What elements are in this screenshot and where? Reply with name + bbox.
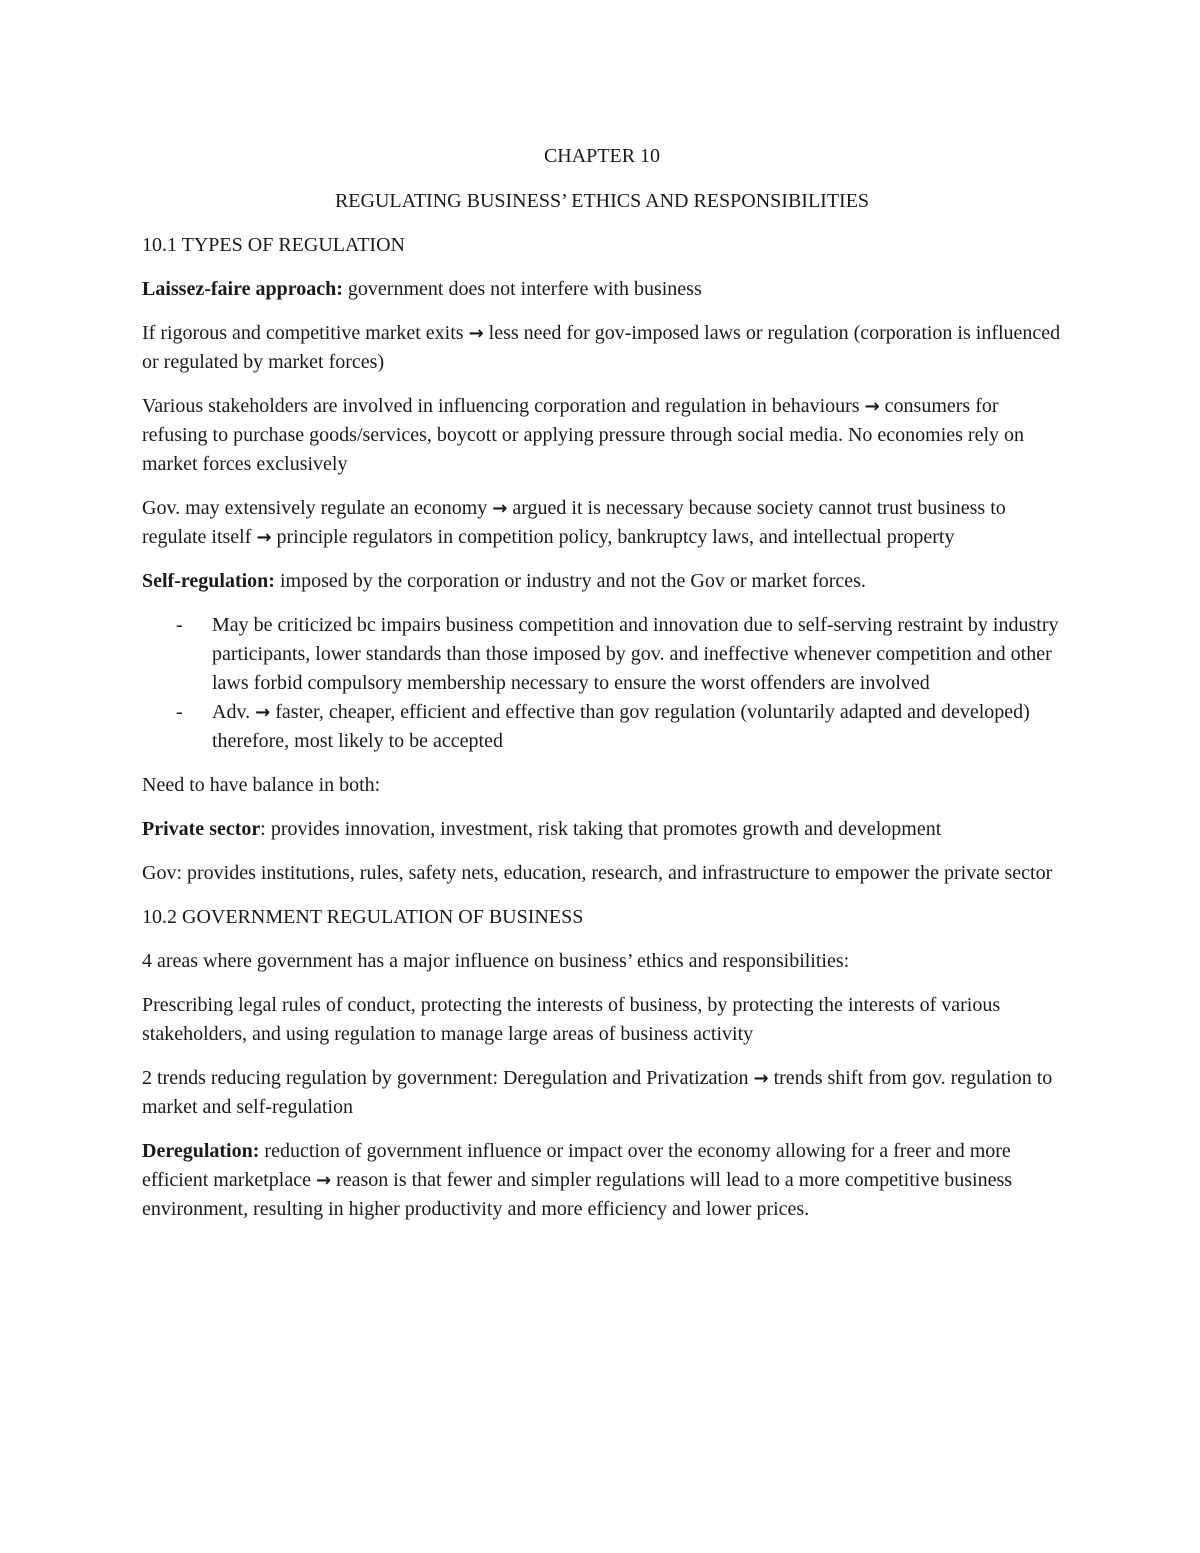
term-self-regulation: Self-regulation: <box>142 570 275 592</box>
text-span: trends shift from gov. regulation to market and self-regulation <box>142 1067 1053 1118</box>
paragraph-legal-rules: Prescribing legal rules of conduct, protecting the interests of business, by protecting the interests of various stakeholders, and using regulation to manage large areas of business activity <box>142 994 1001 1045</box>
list-item-text: faster, cheaper, efficient and effective than gov regulation (voluntarily adapted and developed) therefore, most likely to be accepted <box>212 701 1030 752</box>
arrow-right-icon: → <box>468 323 484 344</box>
paragraph-four-areas: 4 areas where government has a major influence on business’ ethics and responsibilities: <box>142 950 850 972</box>
paragraph-private-sector <box>142 815 1062 844</box>
list-item-text: May be criticized bc impairs business competition and innovation due to self-serving restraint by industry participants, lower standards than those imposed by gov. and ineffective whenever competition and other laws forbid compulsory membership necessary to ensure the worst offenders are involved <box>212 614 1059 694</box>
paragraph-balance: Need to have balance in both: <box>142 774 381 796</box>
list-item-text: Adv. <box>212 701 256 723</box>
text-span: Gov. may extensively regulate an economy <box>142 497 493 519</box>
paragraph-gov-regulate <box>142 494 1062 552</box>
list-dash-marker: - <box>176 701 183 723</box>
list-dash-marker: - <box>176 614 183 636</box>
text-span: reason is that fewer and simpler regulations will lead to a more competitive business environment, resulting in higher productivity and more efficiency and lower prices. <box>142 1169 1013 1220</box>
arrow-right-icon: → <box>753 1068 769 1089</box>
text-span: Various stakeholders are involved in influencing corporation and regulation in behaviours <box>142 395 865 417</box>
list-item <box>142 611 1062 698</box>
text-span: argued it is necessary because society cannot trust business to regulate itself <box>142 497 1006 548</box>
paragraph-competitive-market <box>142 319 1062 377</box>
section-heading-10-1: 10.1 TYPES OF REGULATION <box>142 234 405 256</box>
chapter-number: CHAPTER 10 <box>543 145 661 167</box>
paragraph-stakeholders <box>142 392 1062 479</box>
text-span: principle regulators in competition policy, bankruptcy laws, and intellectual property <box>271 526 955 548</box>
definition-private-sector: : provides innovation, investment, risk taking that promotes growth and development <box>260 818 942 840</box>
arrow-right-icon: → <box>492 498 508 519</box>
document-page <box>142 142 1062 1239</box>
term-laissez-faire: Laissez-faire approach: <box>142 278 343 300</box>
arrow-right-icon: → <box>255 702 271 723</box>
paragraph-deregulation <box>142 1137 1062 1224</box>
paragraph-laissez-faire <box>142 275 1062 304</box>
definition-laissez-faire: government does not interfere with business <box>342 278 702 300</box>
arrow-right-icon: → <box>256 527 272 548</box>
definition-self-regulation: imposed by the corporation or industry and not the Gov or market forces. <box>274 570 866 592</box>
self-regulation-list <box>142 611 1062 756</box>
paragraph-self-regulation <box>142 567 1062 596</box>
term-deregulation: Deregulation: <box>142 1140 260 1162</box>
section-heading-10-2: 10.2 GOVERNMENT REGULATION OF BUSINESS <box>142 906 584 928</box>
text-span: consumers for refusing to purchase goods/services, boycott or applying pressure through social media. No economies rely on market forces exclusively <box>142 395 1025 475</box>
text-span: less need for gov-imposed laws or regulation (corporation is influenced or regulated by market forces) <box>142 322 1061 373</box>
text-span: If rigorous and competitive market exits <box>142 322 469 344</box>
paragraph-gov: Gov: provides institutions, rules, safety nets, education, research, and infrastructure to empower the private sector <box>142 862 1053 884</box>
chapter-title: REGULATING BUSINESS’ ETHICS AND RESPONSIBILITIES <box>334 190 870 212</box>
arrow-right-icon: → <box>864 396 880 417</box>
paragraph-two-trends <box>142 1064 1062 1122</box>
arrow-right-icon: → <box>315 1170 332 1191</box>
text-span: 2 trends reducing regulation by government: Deregulation and Privatization <box>142 1067 754 1089</box>
term-private-sector: Private sector <box>142 818 261 840</box>
list-item <box>142 698 1062 756</box>
text-span: reduction of government influence or impact over the economy allowing for a freer and more efficient marketplace <box>142 1140 1011 1191</box>
